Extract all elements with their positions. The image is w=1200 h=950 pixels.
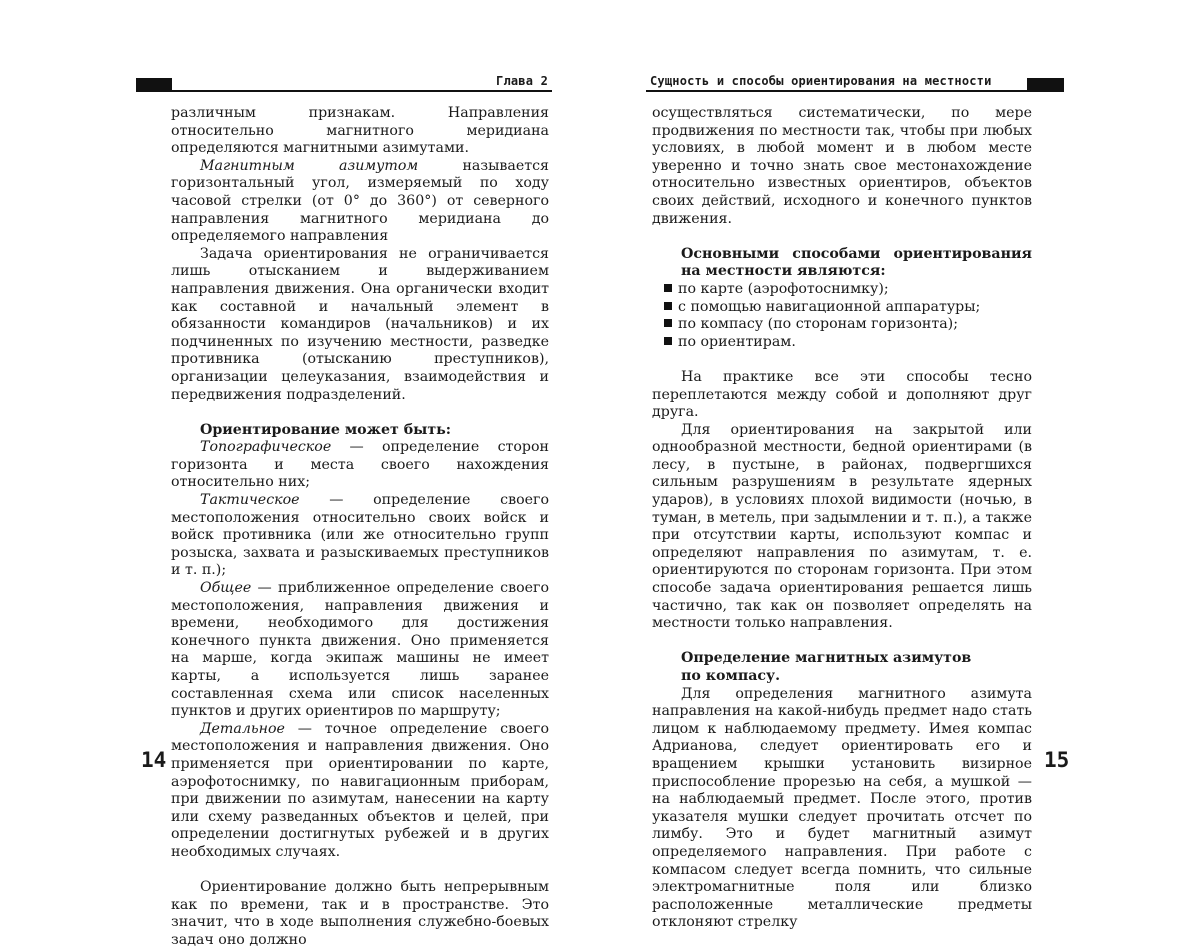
list-item: с помощью навигационной аппаратуры; [652,299,1032,317]
paragraph: Для ориентирования на закрытой или однообразной местности, бедной ориентирами (в лесу, в пустыне, в районах, подвергшихся сильным разрушениям в результате ядерных ударов), в условиях плохой видимости (ночью, в туман, в метель, при задымлении и т. п.), а также при отсутствии карты, используют компас и определяют направления по азимутам, т. е. ориентируются по сторонам горизонта. При этом способе задача ориентирования решается лишь частично, так как он позволяет определять на местности только направления. [652,421,1032,632]
page-number: 15 [1044,748,1070,772]
paragraph: Ориентирование должно быть непрерывным как по времени, так и в пространстве. Это значит, что в ходе выполнения служебно-боевых задач оно должно [171,879,549,948]
right-text-column [652,105,1032,932]
section-header: Сущность и способы ориентирования на местности [650,74,992,88]
right-page [600,0,1200,931]
section-heading: Основными способами ориентирования на местности являются: [681,245,1032,280]
bullet-icon [664,337,672,345]
page-number: 14 [141,748,167,772]
header-rule [646,90,1064,92]
paragraph: осуществляться систематически, по мере продвижения по местности так, чтобы при любых условиях, в любой момент и в любом месте уверенно и точно знать свое местонахождение относительно известных ориентиров, объектов своих действий, исходного и конечного пунктов движения. [652,105,1032,227]
paragraph: Для определения магнитного азимута направления на какой-нибудь предмет надо стать лицом к наблюдаемому предмету. Имея компас Адрианова, следует ориентировать его и вращением крышки установить визирное приспособление прорезью на себя, а мушкой — на наблюдаемый предмет. После этого, против указателя мушки следует прочитать отсчет по лимбу. Это и будет магнитный азимут определяемого направления. При работе с компасом следует всегда помнить, что сильные электромагнитные поля или близко расположенные металлические предметы отклоняют стрелку [652,685,1032,931]
paragraph: Задача ориентирования не ограничивается лишь отысканием и выдерживанием направления движения. Она органически входит как составной и начальный элемент в обязанности командиров (начальников) и их подчиненных по изучению местности, разведке противника (отысканию преступников), организации целеуказания, взаимодействия и передвижения подразделений. [171,245,549,403]
paragraph: Топографическое — определение сторон горизонта и места своего нахождения относительно них; [171,439,549,491]
left-page [0,0,600,948]
paragraph: Магнитным азимутом называется горизонтальный угол, измеряемый по ходу часовой стрелки (от 0° до 360°) от северного направления магнитного меридиана до определяемого направления [171,157,549,245]
list-item: по карте (аэрофотоснимку); [652,281,1032,299]
list-item: по компасу (по сторонам горизонта); [652,316,1032,334]
section-heading: по компасу. [681,668,781,684]
left-text-column [171,105,549,950]
header-rule [136,90,552,92]
section-heading: Определение магнитных азимутов [681,650,972,667]
bullet-icon [664,319,672,327]
paragraph: Общее — приближенное определение своего местоположения, направления движения и времени, необходимого для достижения конечного пункта движения. Оно применяется на марше, когда экипаж машины не имеет карты, а используется лишь заранее составленная схема или список населенных пунктов и других ориентиров по маршруту; [171,580,549,720]
bullet-icon [664,302,672,310]
paragraph: Детальное — точное определение своего местоположения и направления движения. Оно применяется при ориентировании по карте, аэрофотоснимку, по навигационным приборам, при движении по азимутам, нанесении на карту или схему разведанных объектов и целей, при определении достигнутых рубежей и в других необходимых случаях. [171,720,549,860]
chapter-header: Глава 2 [496,74,548,88]
section-heading: Ориентирование может быть: [200,421,452,438]
paragraph: На практике все эти способы тесно переплетаются между собой и дополняют друг друга. [652,368,1032,421]
paragraph: различным признакам. Направления относительно магнитного меридиана определяются магнитными азимутами. [171,105,549,157]
header-bar [1027,78,1064,91]
list-item: по ориентирам. [652,334,1032,352]
bullet-icon [664,284,672,292]
paragraph: Тактическое — определение своего местоположения относительно своих войск и войск противника (или же относительно групп розыска, захвата и разыскиваемых преступников и т. п.); [171,492,549,579]
